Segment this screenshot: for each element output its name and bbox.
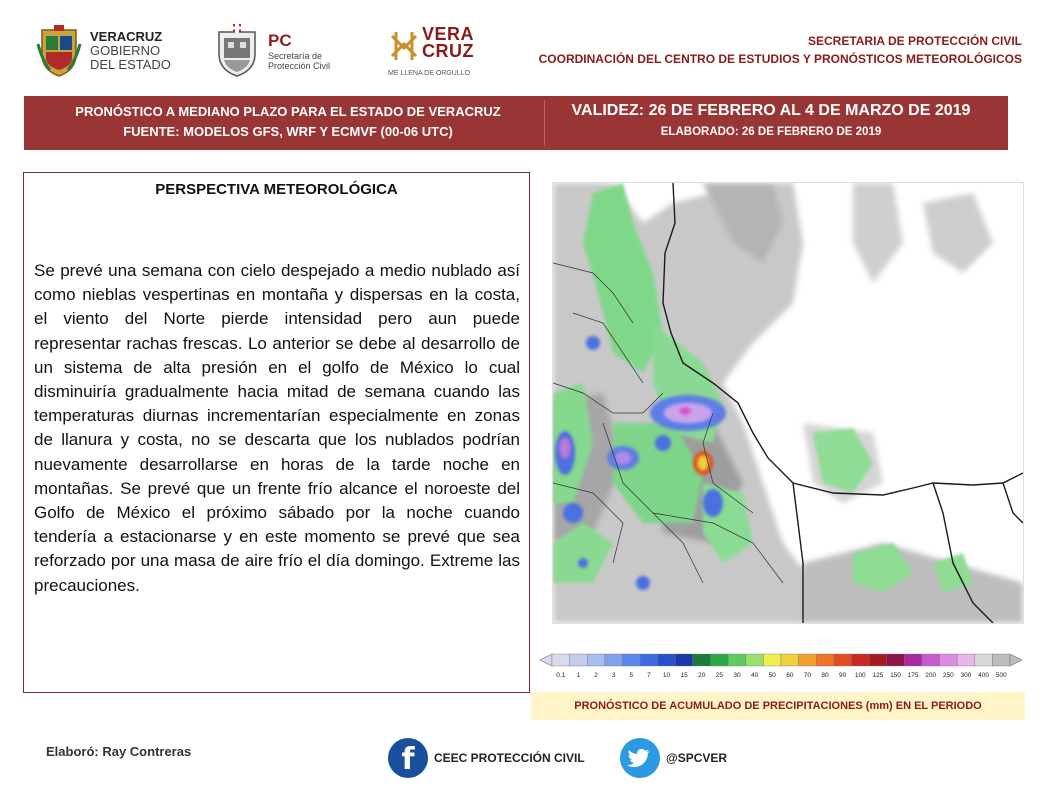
title-divider [544, 100, 545, 146]
logo-veracruz-line1: VERACRUZ [90, 29, 163, 44]
legend-swatch [587, 654, 605, 666]
validity-period: VALIDEZ: 26 DE FEBRERO AL 4 DE MARZO DE 2019 [571, 102, 971, 119]
facebook-icon[interactable]: f [388, 738, 428, 778]
legend-swatch [851, 654, 869, 666]
legend-tick-label: 70 [803, 672, 812, 679]
legend-swatch [570, 654, 588, 666]
perspective-body: Se prevé una semana con cielo despejado a medio nublado así como nieblas vespertinas en montaña y dispersas en la costa, el viento del Norte pierde intensidad pero aun puede representar rachas frescas. Lo anterior se debe al desarrollo de un sistema de alta presión en el golfo de México lo cual disminuiría gradualmente hacia mitad de semana cuando las temperaturas diurnas incrementarían especialmente en zonas de llanura y costa, no se descarta que los nublados podrían nuevamente desarrollarse en horas de la tarde noche en montañas. Se prevé que un frente frío alcance el noroeste del Golfo de México el próximo sábado por la noche cuando tendería a estacionarse y en este momento se prevé que sea reforzado por una masa de aire frío el día domingo. Extreme las precauciones. [34, 261, 520, 595]
legend-swatch [711, 654, 729, 666]
legend-swatch [975, 654, 993, 666]
legend-tick-label: 10 [662, 672, 671, 679]
veracruz-brand-logo [388, 26, 480, 82]
veracruz-knot-icon [388, 28, 420, 64]
legend-tick-label: 25 [715, 672, 723, 679]
legend-swatch [675, 654, 693, 666]
legend-tick-label: 1 [576, 672, 581, 679]
legend-swatch [957, 654, 975, 666]
legend-swatch [640, 654, 658, 666]
perspective-panel [23, 172, 530, 693]
legend-tick-label: 20 [698, 672, 706, 679]
legend-tick-label: 300 [960, 672, 972, 679]
legend-tick-label: 175 [907, 672, 919, 679]
precipitation-legend [538, 648, 1024, 682]
legend-arrow-low [540, 654, 552, 666]
veracruz-coat-of-arms-icon [36, 24, 82, 78]
brand-logo-line1: VERA [422, 24, 475, 44]
legend-tick-label: 150 [890, 672, 901, 679]
forecast-title-bar [24, 96, 1008, 150]
legend-swatch [693, 654, 711, 666]
legend-colorbar [538, 648, 1024, 682]
logo-pc-line2: Secretaría de [268, 51, 323, 61]
legend-swatch [922, 654, 940, 666]
brand-logo-slogan: ME LLENA DE ORGULLO [388, 70, 471, 77]
veracruz-government-logo [36, 22, 186, 80]
legend-swatch [904, 654, 922, 666]
forecast-title: PRONÓSTICO A MEDIANO PLAZO PARA EL ESTADO DE VERACRUZ [75, 104, 501, 119]
legend-tick-label: 200 [925, 672, 937, 679]
legend-swatch [781, 654, 799, 666]
proteccion-civil-shield-icon [214, 24, 260, 78]
legend-tick-label: 500 [995, 672, 1007, 679]
legend-swatch [622, 654, 640, 666]
legend-tick-label: 30 [733, 672, 741, 679]
legend-swatch [834, 654, 852, 666]
legend-tick-label: 400 [978, 672, 990, 679]
org-line1: SECRETARIA DE PROTECCIÓN CIVIL [807, 34, 1022, 48]
brand-logo-line2: CRUZ [422, 41, 474, 61]
twitter-icon[interactable] [620, 738, 660, 778]
legend-tick-label: 125 [872, 672, 884, 679]
logo-veracruz-line3: DEL ESTADO [90, 57, 171, 72]
legend-swatch [552, 654, 570, 666]
legend-swatch [992, 654, 1010, 666]
legend-swatch [746, 654, 764, 666]
legend-swatch [940, 654, 958, 666]
legend-swatch [658, 654, 676, 666]
organization-header [539, 32, 1022, 68]
legend-tick-label: 40 [750, 672, 759, 679]
twitter-link[interactable] [620, 738, 727, 778]
logo-pc-line3: Protección Civil [268, 61, 331, 71]
legend-arrow-high [1010, 654, 1022, 666]
legend-swatch [799, 654, 817, 666]
legend-tick-label: 3 [611, 672, 616, 679]
elaboration-date: ELABORADO: 26 DE FEBRERO DE 2019 [660, 126, 882, 138]
legend-swatch [763, 654, 781, 666]
legend-tick-label: 80 [821, 672, 829, 679]
logo-veracruz-line2: GOBIERNO [90, 43, 161, 58]
facebook-link[interactable] [388, 738, 585, 778]
legend-caption: PRONÓSTICO DE ACUMULADO DE PRECIPITACIONES (mm) EN EL PERIODO [531, 692, 1025, 720]
legend-tick-label: 0.1 [556, 672, 566, 679]
org-line2: COORDINACIÓN DEL CENTRO DE ESTUDIOS Y PRONÓSTICOS METEOROLÓGICOS [538, 52, 1022, 66]
legend-swatch [605, 654, 623, 666]
legend-tick-label: 100 [854, 672, 866, 679]
facebook-label[interactable]: CEEC PROTECCIÓN CIVIL [434, 751, 585, 765]
forecast-source: FUENTE: MODELOS GFS, WRF Y ECMVF (00-06 UTC) [123, 124, 453, 139]
logo-pc-line1: PC [268, 31, 292, 50]
legend-tick-label: 5 [629, 672, 634, 679]
perspective-heading: PERSPECTIVA METEOROLÓGICA [155, 181, 398, 198]
legend-tick-label: 50 [768, 672, 776, 679]
precipitation-map-graphic [553, 183, 1023, 623]
twitter-label[interactable]: @SPCVER [666, 751, 728, 765]
legend-swatch [728, 654, 746, 666]
legend-tick-label: 250 [942, 672, 954, 679]
legend-swatch [816, 654, 834, 666]
legend-tick-label: 60 [786, 672, 794, 679]
author-credit: Elaboró: Ray Contreras [46, 744, 192, 759]
proteccion-civil-logo [214, 22, 364, 80]
legend-swatch [869, 654, 887, 666]
legend-tick-label: 90 [839, 672, 847, 679]
legend-tick-label: 15 [680, 672, 688, 679]
legend-swatch [887, 654, 905, 666]
legend-tick-label: 7 [647, 672, 651, 679]
legend-tick-label: 2 [594, 672, 598, 679]
precipitation-map [552, 182, 1024, 624]
